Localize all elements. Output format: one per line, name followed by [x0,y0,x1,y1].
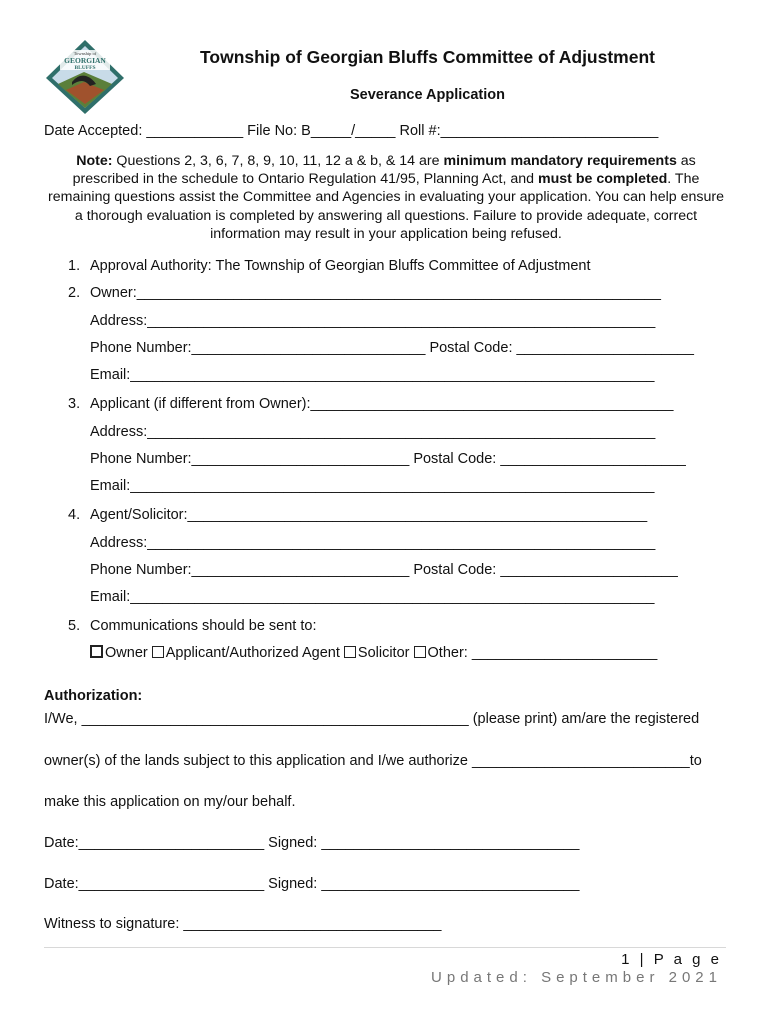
note-bold-1: minimum mandatory requirements [443,153,677,169]
applicant-email-field[interactable]: Email:_________________________________________________________________ [90,478,655,494]
applicant-checkbox[interactable] [152,646,164,658]
question-5 [68,618,317,634]
question-1-number: 1. [68,258,81,274]
solicitor-checkbox[interactable] [344,646,356,658]
communication-options [90,645,657,661]
question-5-text: Communications should be sent to: [90,618,317,634]
note-part-2: as prescribed in the schedule to Ontario Regulation 41/95, Planning Act, and [72,153,696,188]
agent-address-field[interactable]: Address:_______________________________________________________________ [90,535,656,551]
owner-field[interactable]: Owner:_________________________________________________________________ [90,285,661,301]
question-2-number: 2. [68,285,81,301]
note-part-3: . The remaining questions assist the Committee and Agencies in evaluating your application. You can help ensure a thorough evaluation is completed by answering all questions. Failure to provide adequate, correct information may result in your application being refused. [48,171,724,242]
agent-phone-postal-field[interactable]: Phone Number:___________________________ Postal Code: ______________________ [90,562,678,578]
note-part-1: Questions 2, 3, 6, 7, 8, 9, 10, 11, 12 a & b, & 14 are [112,153,444,169]
logo-text-sub: BLUFFS [74,65,96,71]
logo-text-main: GEORGIAN [64,56,106,65]
note-bold-2: must be completed [537,171,668,188]
owner-email-field[interactable]: Email:_________________________________________________________________ [90,367,655,383]
date-signed-field-2[interactable]: Date:_______________________ Signed: ________________________________ [44,876,580,892]
authorization-print-name-field[interactable]: I/We, ________________________________________________ (please print) am/are the registered [44,711,700,727]
agent-field[interactable]: Agent/Solicitor:_________________________________________________________ [90,507,648,523]
agent-email-field[interactable]: Email:_________________________________________________________________ [90,589,655,605]
witness-signature-field[interactable]: Witness to signature: ________________________________ [44,916,442,932]
authorization-agent-field[interactable]: owner(s) of the lands subject to this application and I/we authorize ___________________________to [44,753,702,769]
question-3-number: 3. [68,396,81,412]
owner-checkbox[interactable] [90,645,103,658]
meta-line[interactable]: Date Accepted: ____________ File No: B_____/_____ Roll #:___________________________ [44,123,659,139]
authorization-heading: Authorization: [44,688,143,704]
authorization-behalf-text: make this application on my/our behalf. [44,794,296,810]
other-checkbox[interactable] [414,646,426,658]
owner-phone-postal-field[interactable]: Phone Number:_____________________________ Postal Code: ______________________ [90,340,694,356]
owner-address-field[interactable]: Address:_______________________________________________________________ [90,313,656,329]
applicant-address-field[interactable]: Address:_______________________________________________________________ [90,424,656,440]
updated-date: Updated: September 2021 [431,969,722,986]
question-4[interactable] [68,507,647,523]
applicant-option-label: Applicant/Authorized Agent [165,645,344,661]
question-1-text: Approval Authority: The Township of Georgian Bluffs Committee of Adjustment [90,258,591,274]
applicant-field[interactable]: Applicant (if different from Owner):_____________________________________________ [90,396,674,412]
footer-divider [44,947,726,948]
page-number: 1 | P a g e [621,951,722,968]
question-5-number: 5. [68,618,81,634]
document-title: Township of Georgian Bluffs Committee of Adjustment [200,47,655,67]
question-3[interactable] [68,396,673,412]
document-subtitle: Severance Application [350,87,505,103]
note-lead: Note: [76,153,113,169]
logo-text-top: Township of [73,51,97,56]
applicant-phone-postal-field[interactable]: Phone Number:___________________________ Postal Code: _______________________ [90,451,686,467]
other-option-field[interactable]: Other: _______________________ [427,645,658,661]
question-1 [68,258,591,274]
question-2[interactable] [68,285,661,301]
date-signed-field-1[interactable]: Date:_______________________ Signed: ________________________________ [44,835,580,851]
question-4-number: 4. [68,507,81,523]
note-paragraph [44,152,728,243]
owner-option-label: Owner [105,645,152,661]
solicitor-option-label: Solicitor [357,645,414,661]
